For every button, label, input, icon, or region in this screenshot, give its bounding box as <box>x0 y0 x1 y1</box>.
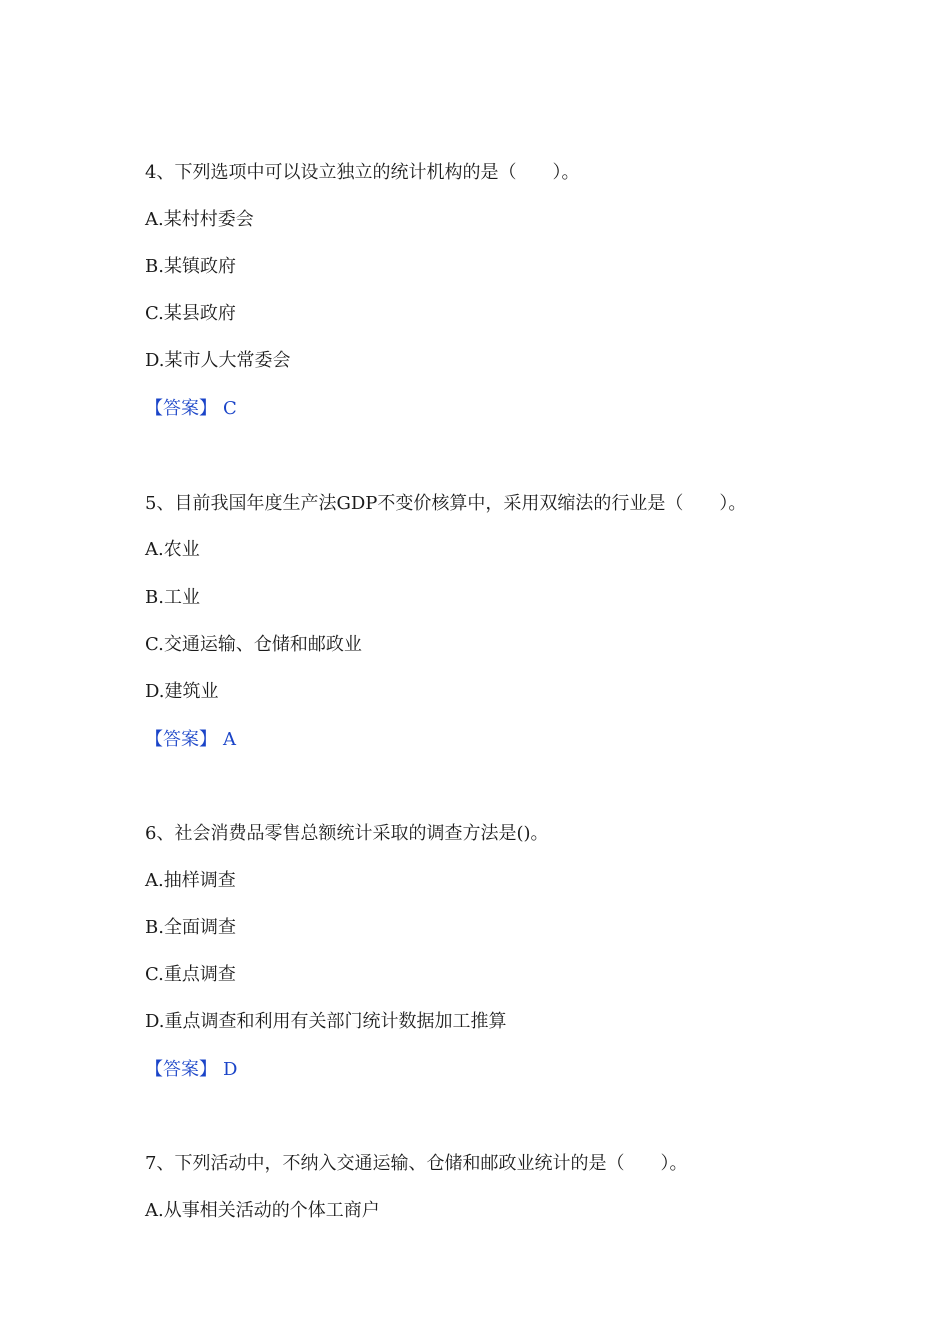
question-6-answer <box>145 1058 237 1082</box>
question-6-option-c: C.重点调查 <box>145 964 236 985</box>
question-4-option-a: A.某村村委会 <box>145 209 254 230</box>
answer-label: 【答案】 <box>145 729 217 750</box>
question-6-stem: 6、社会消费品零售总额统计采取的调查方法是()。 <box>145 823 549 844</box>
question-5-answer <box>145 728 236 752</box>
question-6-option-b: B.全面调查 <box>145 917 236 938</box>
question-5-option-d: D.建筑业 <box>145 681 219 702</box>
question-6-option-d: D.重点调查和利用有关部门统计数据加工推算 <box>145 1011 507 1032</box>
question-7-option-a: A.从事相关活动的个体工商户 <box>145 1200 380 1221</box>
question-7-stem: 7、下列活动中，不纳入交通运输、仓储和邮政业统计的是（ ）。 <box>145 1153 688 1174</box>
question-5-option-a: A.农业 <box>145 539 200 560</box>
answer-key: C <box>223 398 237 419</box>
question-4-option-b: B.某镇政府 <box>145 256 236 277</box>
question-6-option-a: A.抽样调查 <box>145 870 236 891</box>
answer-key: A <box>223 729 236 750</box>
question-5-option-b: B.工业 <box>145 587 200 608</box>
question-4-option-d: D.某市人大常委会 <box>145 350 291 371</box>
question-5-stem: 5、目前我国年度生产法GDP不变价核算中，采用双缩法的行业是（ ）。 <box>145 493 747 514</box>
answer-key: D <box>223 1059 238 1080</box>
question-5-option-c: C.交通运输、仓储和邮政业 <box>145 634 362 655</box>
answer-label: 【答案】 <box>145 398 217 419</box>
answer-label: 【答案】 <box>145 1059 217 1080</box>
question-4-answer <box>145 397 237 421</box>
question-4-option-c: C.某县政府 <box>145 303 236 324</box>
question-4-stem: 4、下列选项中可以设立独立的统计机构的是（ ）。 <box>145 162 580 183</box>
